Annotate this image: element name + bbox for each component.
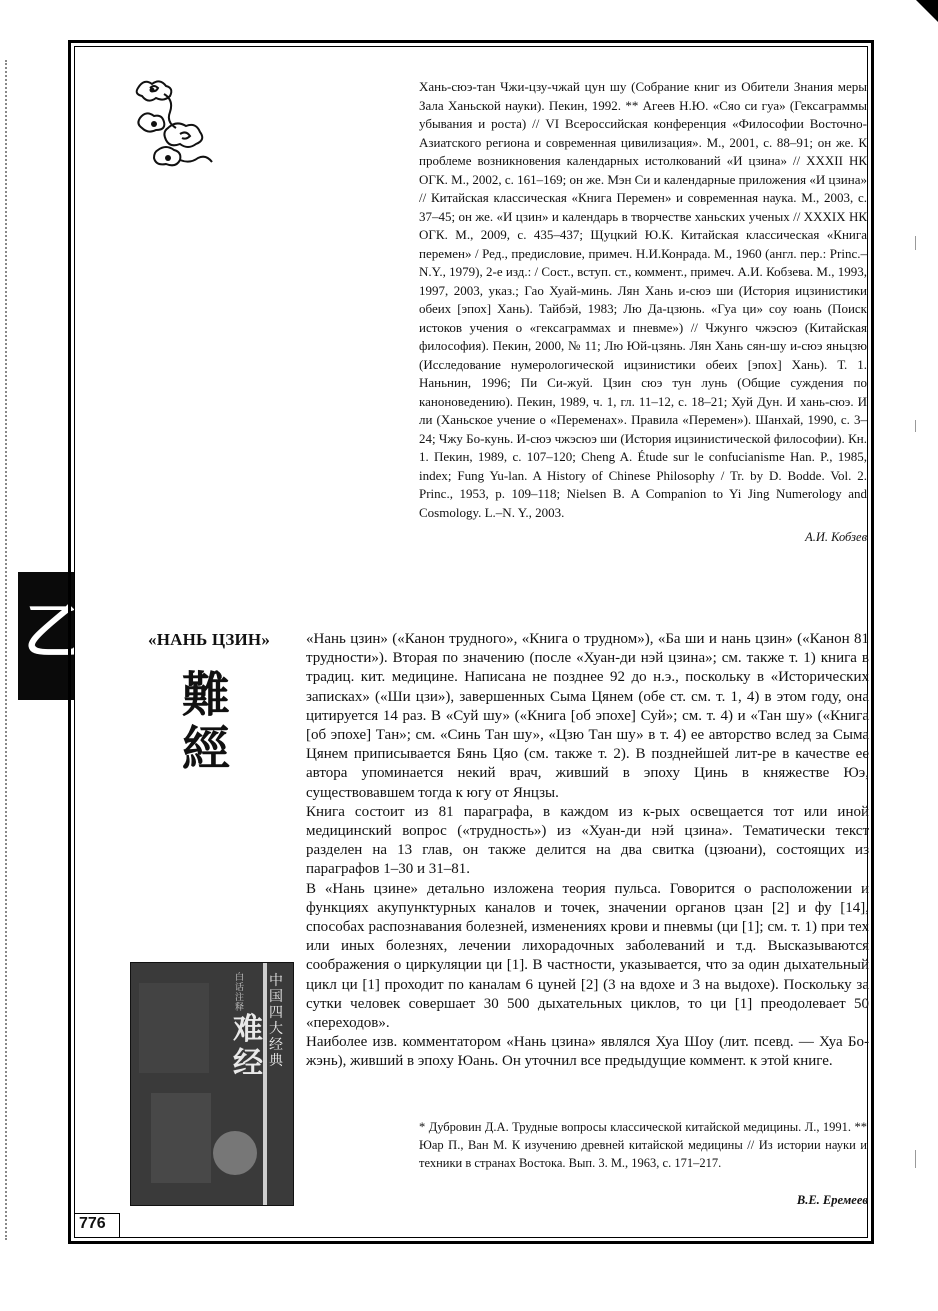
cloud-ornament-icon — [128, 74, 218, 178]
corner-crop-mark — [916, 0, 938, 22]
cover-small-text: 白话注释 — [235, 973, 245, 1013]
hanzi-char: 難 — [182, 667, 231, 723]
entry-references-text: * Дубровин Д.А. Трудные вопросы классической китайской медицины. Л., 1991. ** Юар П., Ван М. К изучению древней китайской медицины // Из истории науки и техники в странах Востока. Вып. 3. М., 1963, с. 171–217. — [419, 1120, 867, 1170]
body-paragraph: Наиболее изв. комментатором «Нань цзина» являлся Хуа Шоу (лит. псевд. — Хуа Бо-жэнь), живший в эпоху Юань. Он уточнил все предыдущие коммент. к этой книге. — [306, 1034, 869, 1070]
section-side-tab — [18, 572, 84, 700]
top-references-author: А.И. Кобзев — [805, 530, 867, 544]
cover-texture — [139, 983, 209, 1073]
body-paragraph: В «Нань цзине» детально изложена теория пульса. Говорится о расположении и функциях акупунктурных каналов и точек, значении органов цзан [2] и фу [14], способах распознавания болезней, изменениях крови и пневмы (ци [1]; см. т. 1) при тех или иных болезнях, лечении лихорадочных заболеваний и т.д. Высказываются соображения о циркуляции ци [1]. В частности, указывается, что за один дыхательный цикл ци [1] проходит по каналам 6 цуней [2] (3 на вдохе и 3 на выдохе). Поскольку за сутки человек совершает 30 500 дыхательных циклов, то ци [1] преодолевает 50 «переходов». — [306, 880, 869, 1032]
margin-mark — [915, 1150, 916, 1168]
margin-mark — [915, 236, 916, 250]
entry-body — [306, 630, 869, 1072]
page-number: 776 — [79, 1215, 106, 1232]
cover-vertical-title: 中国四大经典 — [269, 973, 283, 1069]
side-tab-glyph: 乙 — [24, 597, 84, 667]
entry-title: «НАНЬ ЦЗИН» — [148, 630, 271, 649]
entry-author: В.Е. Еремеев — [796, 1193, 868, 1207]
cover-title: 难经 — [233, 1012, 263, 1081]
book-cover-image — [130, 962, 294, 1206]
body-paragraph: «Нань цзин» («Канон трудного», «Книга о трудном»), «Ба ши и нань цзин» («Канон 81 трудности»). Вторая по значению (после «Хуан-ди нэй цзина»; см. также т. 1) книга в традиц. кит. медицине. Написана не позднее 92 до н.э., поскольку в «Исторических записках» («Ши цзи»), завершенных Сыма Цянем (обе ст. см. т. 1, 4) в этом году, она цитируется 14 раз. В «Суй шу» («Книга [об эпохе] Суй»; см. т. 4) и «Тан шу» («Книга [об эпохе] Тан»; см. «Синь Тан шу», «Цзю Тан шу» в т. 4) ее авторство вслед за Сыма Цянем приписывается Бянь Цяо (см. также т. 2). В позднейшей лит-ре в качестве ее автора упоминается некий врач, живший в эпоху Цинь в княжестве Юэ, существовавшем тогда к югу от Янцзы. — [306, 631, 869, 801]
cover-emblem — [213, 1131, 257, 1175]
entry-references — [419, 1118, 867, 1172]
body-paragraph: Книга состоит из 81 параграфа, в каждом из к-рых освещается тот или иной медицинский вопрос («трудность») из «Хуан-ди нэй цзина». Тематически текст разделен на 13 глав, он также делится на два свитка (цзюани), состоящих из параграфов 1–30 и 31–81. — [306, 803, 869, 878]
margin-mark — [915, 420, 916, 432]
top-references-text: Хань-сюэ-тан Чжи-цзу-чжай цун шу (Собрание книг из Обители Знания меры Зала Ханьской науки). Пекин, 1992. ** Агеев Н.Ю. «Сяо си гуа» (Гексаграммы убывания и роста) // VI Всероссийская конференция «Философии Восточно-Азиатского региона и современная цивилизация». М., 2001, с. 88–91; он же. К проблеме возникновения календарных истолкований «И цзина» // XXXII НК ОГК. М., 2002, с. 161–169; он же. Мэн Си и календарные приложения «И цзина» // Китайская классическая «Книга Перемен» и современная наука. М., 2003, с. 37–45; он же. «И цзин» и календарь в творчестве ханьских ученых // XXXIX НК ОГК. М., 2009, с. 435–437; Щуцкий Ю.К. Китайская классическая «Книга перемен» / Ред., предисловие, примеч. Н.И.Конрада. М., 1960 (англ. пер.: Princ.–N.Y., 1979), 2-е изд.: / Сост., вступ. ст., коммент., примеч. А.И. Кобзева. М., 1993, 1997, 2003, указ.; Гао Хуай-минь. Лян Хань и-сюэ ши (История ицзинистики обеих [эпох] Хань). Тайбэй, 1983; Лю Да-цзюнь. «Гуа ци» соу юань (Поиск истоков учения о «гексаграммах и пневме») // Чжунго чжэсюэ (Китайская философия). Пекин, 2000, № 11; Лю Юй-цзянь. Лян Хань сян-шу и-сюэ яньцзю (Исследование нумерологической ицзинистики обеих [эпох] Хань). Т. 1. Наньнин, 1996; Пи Си-жуй. Цзин сюэ тун лунь (Общие суждения по каноноведению). Пекин, 1989, ч. 1, гл. 11–12, с. 18–21; Хуй Дун. И хань-сюэ. И ли (Ханьское учение о «Переменах». Правила «Перемен»). Шанхай, 1990, с. 3–24; Чжу Бо-кунь. И-сюэ чжэсюэ ши (История ицзинистической философии). Кн. 1. Пекин, 1989, с. 107–120; Cheng A. Étude sur le confucianisme Han. P., 1985, index; Fung Yu-lan. A History of Chinese Philosophy / Tr. by D. Bodde. Vol. 2. Princ., 1953, p. 109–118; Nielsen B. A Companion to Yi Jing Numerology and Cosmology. L.–N. Y., 2003. — [419, 79, 867, 520]
hanzi-char: 經 — [182, 721, 231, 777]
cover-spine-band — [263, 963, 267, 1206]
top-references — [419, 78, 867, 547]
entry-hanzi — [182, 668, 230, 776]
cover-texture — [151, 1093, 211, 1183]
